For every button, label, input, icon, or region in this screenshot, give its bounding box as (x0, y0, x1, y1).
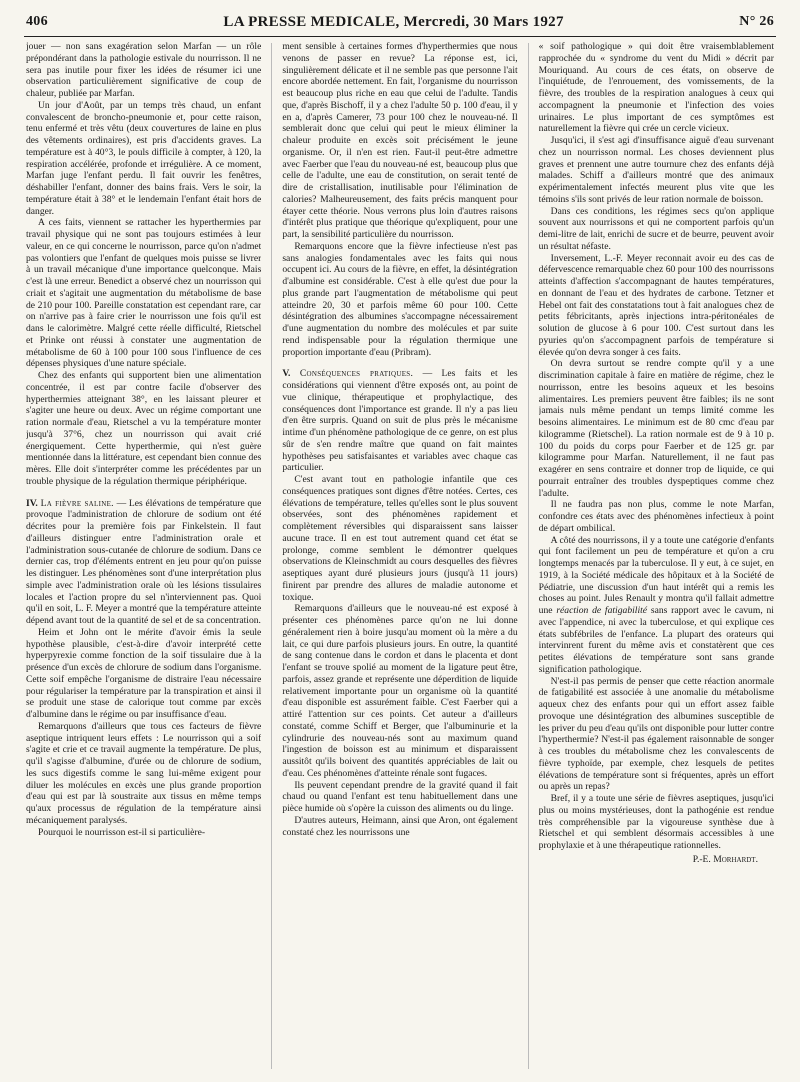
author-initials: P.-E. (692, 853, 711, 865)
header-rule (24, 36, 776, 37)
column-2 (282, 41, 517, 1071)
paragraph: « soif pathologique » qui doit être vraisemblablement rapprochée du « syndrome du vent du Midi » décrit par Mouriquand. Au cours de ces états, on observe de l'inquiétude, de l'enrouement, des vomissements, de la fièvre, des troubles de la respiration analogues à ceux qui accompagnent la pneumonie et l'infection des voies urinaires. Le plus important de ces symptômes est naturellement la fièvre qui crée un cercle vicieux. (538, 41, 774, 135)
paragraph: jouer — non sans exagération selon Marfan — un rôle prépondérant dans la pathologie estivale du nourrisson. Il ne sera pas inutile pour fixer les idées de résumer ici une observation particulièrement significative de coup de chaleur, publiée par Marfan. (26, 41, 262, 99)
column-divider (528, 43, 529, 1069)
paragraph: Jusqu'ici, il s'est agi d'insuffisance aiguë d'eau survenant chez un nourrisson normal. Les choses deviennent plus graves et prennent une autre tournure chez des enfants déjà malades. Schiff a d'ailleurs montré que des animaux expérimentalement infectés meurent plus vite que les témoins s'ils sont privés de leur ration normale de boisson. (538, 135, 774, 205)
paragraph (539, 535, 774, 676)
paragraph: Dans ces conditions, les régimes secs qu'on applique souvent aux nourrissons et qui ne comportent parfois qu'un demi-litre de lait, enrichi de sucre et de beurre, peuvent avoir un résultat néfaste. (538, 205, 774, 252)
paragraph: On devra surtout se rendre compte qu'il y a une discrimination capitale à faire en matière de régime, chez le nourrisson, entre les besoins aqueux et les besoins alimentaires. Les premiers peuvent être faibles; ils ne sont jamais nuls même pendant un temps limité comme les besoins alimentaires. Le minimum est de 80 cmc d'eau par kilogramme (Rietschel). La ration normale est de 9 à 10 p. 100 du poids du corps pour Faerber et de 125 gr. par kilogramme pour Marfan. Naturellement, il ne faut pas exagérer en sens contraire et donner trop de liquide, ce qui pourrait entraîner des troubles dyspeptiques comme chez l'adulte. (538, 358, 774, 499)
text-run: A côté des nourrissons, il y a toute une catégorie d'enfants qui font facilement un peu de température et qu'on a cru longtemps menacés par la tuberculose. Il y eut, à ce sujet, en 1919, à la Société médicale des hôpitaux et à la Société de Pédiatrie, une discussion d'un haut intérêt qui a remis les choses au point. Jules Renault y montra qu'il fallait admettre une (538, 534, 774, 616)
paragraph: Il ne faudra pas non plus, comme le note Marfan, confondre ces états avec des phénomènes infectieux à point de départ ombilical. (538, 499, 774, 534)
paragraph: N'est-il pas permis de penser que cette réaction anormale de fatigabilité est associée à une anomalie du métabolisme aqueux chez des enfants pour qui un effort assez faible provoque une désintégration des albumines susceptible de les priver du peu d'eau qu'ils ont disponible pour lutter contre l'hyperthermie? N'est-il pas également raisonnable de songer à ces troubles du métabolisme chez les convalescents de fièvre typhoïde, par exemple, chez lesquels de petites élévations de température sont si fréquentes, après un effort ou après un repas? (538, 675, 774, 793)
paragraph: D'autres auteurs, Heimann, ainsi que Aron, ont également constaté chez les nourrissons une (282, 814, 518, 838)
author-name: Morhardt. (713, 853, 758, 865)
section-v (282, 368, 517, 474)
paragraph: Remarquons d'ailleurs que tous ces facteurs de fièvre aseptique intriquent leurs effets : Le nourrisson qui a soif s'agite et crie et ce travail augmente la température. De plus, qu'il s'agisse d'albumine, d'urée ou de chlorure de sodium, les sucs digestifs comme le sang lui-même exigent pour diluer les molécules en excès une plus grande proportion d'eau qui est par là soustraite aux tissus en même temps qu'aux processus de régulation de la température ainsi mécaniquement paralysés. (26, 720, 262, 826)
paragraph: Un jour d'Août, par un temps très chaud, un enfant convalescent de broncho-pneumonie et, pour cette raison, tenu enfermé et très vêtu (deux couvertures de laine en plus des vêtements ordinaires), est pris d'accidents graves. La température est à 40°3, le pouls difficile à compter, à 120, la respiration accélérée, profonde et irrégulière. A ce moment, Marfan juge l'enfant perdu. Il fait ouvrir les fenêtres, déshabiller l'enfant, donner des bains frais. Vers le soir, la température était à 38° et le lendemain l'enfant était hors de danger. (26, 99, 262, 217)
text-run: sans rapport avec le cavum, ni avec l'appendice, ni avec la tuberculose, et qui explique ces états subfébriles de l'enfance. La plupart des orateurs qui intervinrent furent du même avis et constatèrent que ces petites élévations de température sont sans grande signification pathologique. (538, 605, 774, 675)
issue-number: N° 26 (739, 14, 774, 29)
section-title: Conséquences pratiques. (299, 368, 414, 380)
column-divider (271, 43, 272, 1069)
article-columns (26, 41, 774, 1071)
paragraph: Remarquons d'ailleurs que le nouveau-né est exposé à présenter ces phénomènes parce qu'on ne lui donne généralement rien à boire jusqu'au moment où la mère a du lait, ce qui dure parfois plusieurs jours. En outre, la quantité de sang contenue dans le cordon et dans le placenta et dont l'enfant se trouve spolié au moment de la ligature peut être, parfois, assez grande et représente une déperdition de liquide relativement importante pour un organisme où la quantité d'eau disponible est assurément faible. C'est Faerber qui a attiré l'attention sur ces points. Cet auteur a d'ailleurs constaté, comme Schiff et Berger, que l'albuminurie et la cylindrurie des nouveau-nés sont au maximum quand l'ingestion de boisson est au minimum et disparaissent aussitôt qu'ils boivent des quantités appréciables de lait ou d'eau. Ces phénomènes d'atteinte rénale sont fugaces. (282, 603, 518, 779)
section-number: IV. (26, 497, 38, 509)
paragraph: ment sensible à certaines formes d'hyperthermies que nous venons de passer en revue? La réponse est, ici, singulièrement délicate et il ne semble pas que personne l'ait encore abordée nettement. En fait, l'organisme du nourrisson est beaucoup plus riche en eau que celui de l'adulte. Tandis que, d'après Bischoff, il y a chez l'adulte 50 p. 100 d'eau, il y en a, d'après Camerer, 73 pour 100 chez le nouveau-né. Il semblerait donc que celui qui peut le mieux éliminer la chaleur produite en excès soit précisément le jeune organisme. Or, il n'en est rien. Faut-il peut-être admettre avec Faerber que l'eau du nouveau-né est, beaucoup plus que celle de l'adulte, une eau de constitution, on serait tenté de dire de cristallisation, inutilisable pour l'élimination de calories? Malheureusement, des faits précis manquent pour étayer cette théorie. Nous verrons plus loin d'autres raisons d'intérêt plus pratique que théorique qu'expliquent, pour une part, la sensibilité particulière du nourrisson. (282, 41, 518, 240)
paragraph: Bref, il y a toute une série de fièvres aseptiques, jusqu'ici plus ou moins mystérieuses, dont la pathogénie est rendue très compréhensible par la vigoureuse synthèse due à Rietschel et qui semblent désormais accessibles à une prophylaxie et à une thérapeutique rationnelles. (538, 793, 774, 851)
journal-title: LA PRESSE MEDICALE, Mercredi, 30 Mars 1927 (223, 13, 564, 30)
paragraph: A ces faits, viennent se rattacher les hyperthermies par travail physique qui ne sont pas toujours estimées à leur valeur, en ce qui concerne le nourrisson, parce qu'on n'admet pas volontiers que l'enfant de quelques mois puisse se livrer à un travail mécanique d'une importance quelconque. Mais c'est là une erreur. Benedict a observé chez un nourrisson qui criait et s'agitait une augmentation du métabolisme de base de 210 pour 100. Pareille constatation est cependant rare, car on n'arrive pas à faire crier le nourrisson une fois qu'il est dans le calorimètre. Malgré cette réelle difficulté, Rietschel et Prinke ont réussi à constater une augmentation de métabolisme de 60 à 100 pour 100 sous l'influence de ces dépenses physiques d'une nature spéciale. (26, 217, 262, 370)
section-text: — Les faits et les considérations qui viennent d'être exposés ont, au point de vue clinique, thérapeutique et prophylactique, des conséquences dont l'importance est grande. Il n'y a pas lieu d'en être surpris. Quand on suit de plus près le mécanisme intime d'un phénomène pathologique de ce genre, on est plus sûr de s'en rendre maître que quand on fait maintes hypothèses peu satisfaisantes et variables avec chaque cas particulier. (282, 368, 518, 474)
paragraph: Inversement, L.-F. Meyer reconnait avoir eu des cas de défervescence remarquable chez 60 pour 100 des nourrissons atteints d'affection s'accompagnant de hautes températures, en donnant de l'eau et des hydrates de carbone. Tetzner et Hebel ont fait des constatations tout à fait analogues chez de petits fébricitants, après injections intra-péritonéales de solution de glucose à 6 pour 100. C'est surtout dans les pyuries qu'on s'accompagnent parfois de température si élevée qu'on devra songer à ces faits. (538, 252, 774, 358)
page-header (26, 8, 774, 36)
paragraph: Remarquons encore que la fièvre infectieuse n'est pas sans analogies fondamentales avec les faits qui nous occupent ici. Au cours de la fièvre, en effet, la désintégration d'albumine est considérable. C'est à elle qu'est due pour la plus grande part l'augmentation de métabolisme qui peut atteindre 20, 30 et parfois même 60 pour 100. Cette désintégration des albumines s'accompagne nécessairement d'une augmentation du nombre des molécules et par suite rend indispensable pour la régulation thermique une proportion importante d'eau (Pribram). (282, 240, 518, 358)
section-iv (26, 498, 261, 627)
author-signature (539, 854, 758, 866)
column-1 (26, 41, 261, 1071)
section-number: V. (282, 368, 291, 380)
paragraph: Chez des enfants qui supportent bien une alimentation concentrée, il est par contre facile d'observer des hyperthermies atteignant 38°, en les laissant pleurer et s'agiter une heure ou deux. Avec un régime comportant une ration normale d'eau, Rietschel a vu la température monter jusqu'à 37°6, chez un nourrisson qui avait crié énergiquement. Cette hyperthermie, qui n'est guère mentionnée dans la littérature, est cependant bien connue des mères. Elle doit s'interpréter comme les précédentes par un trouble physique de la régulation thermique périphérique. (26, 370, 262, 487)
paragraph: C'est avant tout en pathologie infantile que ces conséquences pratiques sont dignes d'être notées. Certes, ces élévations de température, telles qu'elles sont le plus souvent observées, sont des phénomènes rapidement et complètement réversibles qui disparaissent sans laisser aucune trace. Il en est tout autrement quand cet état se prolonge, comme semblent le démontrer quelques observations de Kleinschmidt au cours desquelles des fièvres aseptiques ayant duré plusieurs jours (jusqu'à 11 jours) finirent par prendre des allures de maladie autonome et toxique. (282, 474, 518, 603)
column-3 (539, 41, 774, 1071)
section-title: La fièvre saline. (40, 497, 114, 509)
paragraph: Ils peuvent cependant prendre de la gravité quand il fait chaud ou quand l'enfant est tenu habituellement dans une pièce humide où s'opère la cuisson des aliments ou du linge. (282, 779, 518, 814)
section-text: — Les élévations de température que provoque l'administration de chlorure de sodium ont été décrites pour la première fois par Finkelstein. Il faut d'ailleurs distinguer entre l'administration orale et l'administration sous-cutanée de chlorure de sodium. Dans ce dernier cas, trop d'éléments entrent en jeu pour qu'on puisse les distinguer. Les phénomènes sont d'une interprétation plus simple avec l'administration orale où les lésions tissulaires locales et l'action propre du sel n'interviennent pas. Quoi qu'il en soit, L. F. Meyer a montré que la température atteinte dépend avant tout de la quantité de sel et de sa concentration. (26, 497, 262, 626)
paragraph: Pourquoi le nourrisson est-il si particulière- (38, 826, 206, 838)
emphasis: réaction de fatigabilité (556, 605, 648, 616)
page-number: 406 (26, 14, 48, 29)
paragraph: Heim et John ont le mérite d'avoir émis la seule hypothèse plausible, c'est-à-dire d'avoir interprété cette hyperpyrexie comme fonction de la soif tissulaire due à la présence d'un excès de chlorure de sodium dans l'organisme. Cette soif empêche l'organisme de distraire l'eau nécessaire pour régulariser la température par la transpiration et ainsi il se produit une stase de calorique tout comme par excès d'albumine dans le régime ou par insuffisance d'eau. (26, 626, 262, 720)
